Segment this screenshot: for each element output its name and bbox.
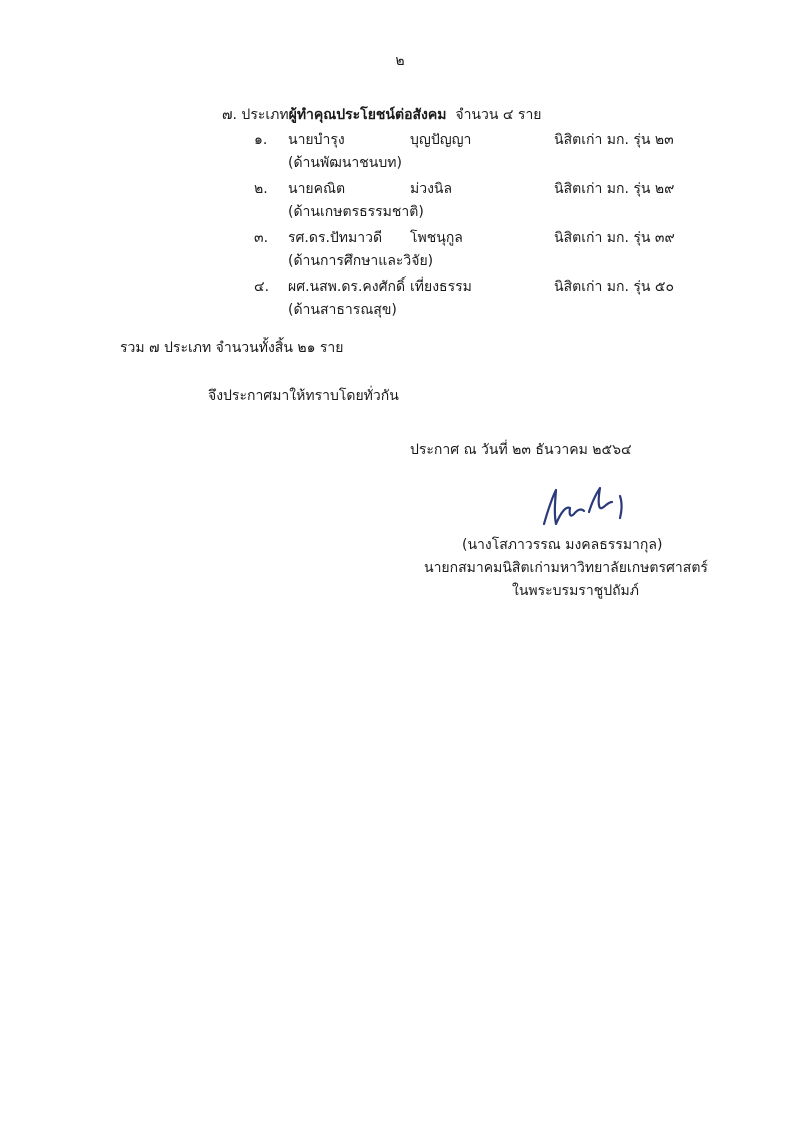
- category-heading: [222, 106, 542, 124]
- entry-name: นายคณิต: [288, 181, 346, 197]
- entry-surname: ม่วงนิล: [410, 181, 453, 197]
- entry-index: ๑.: [254, 132, 268, 148]
- page-number: ๒: [395, 53, 405, 69]
- entry-index: ๒.: [254, 181, 268, 197]
- entry-surname: บุญปัญญา: [410, 132, 472, 148]
- signer-title-line2: ในพระบรมราชูปถัมภ์: [512, 583, 640, 599]
- entry-alumni: นิสิตเก่า มก. รุ่น ๓๙: [554, 230, 675, 246]
- entry-surname: โพชนุกูล: [410, 230, 463, 246]
- entry-alumni: นิสิตเก่า มก. รุ่น ๒๙: [554, 181, 675, 197]
- entry-field: (ด้านพัฒนาชนบท): [288, 155, 402, 171]
- entry-alumni: นิสิตเก่า มก. รุ่น ๒๓: [554, 132, 674, 148]
- category-count: จำนวน ๔ ราย: [455, 107, 542, 123]
- category-name: ผู้ทำคุณประโยชน์ต่อสังคม: [288, 107, 447, 123]
- entry-name: รศ.ดร.ปัทมาวดี: [288, 230, 383, 246]
- total-summary: รวม ๗ ประเภท จำนวนทั้งสิ้น ๒๑ ราย: [120, 340, 344, 356]
- entry-index: ๔.: [254, 279, 270, 295]
- signer-name: (นางโสภาวรรณ มงคลธรรมากุล): [462, 537, 663, 553]
- entry-name: ผศ.นสพ.ดร.คงศักดิ์: [288, 279, 406, 295]
- announcement-date: ประกาศ ณ วันที่ ๒๓ ธันวาคม ๒๕๖๔: [410, 442, 632, 458]
- announcement-text: จึงประกาศมาให้ทราบโดยทั่วกัน: [208, 388, 399, 404]
- entry-field: (ด้านการศึกษาและวิจัย): [288, 253, 434, 269]
- entry-field: (ด้านสาธารณสุข): [288, 302, 397, 318]
- entry-index: ๓.: [254, 230, 269, 246]
- entry-surname: เที่ยงธรรม: [410, 279, 472, 295]
- signature-image: [534, 484, 634, 530]
- category-prefix: ๗. ประเภท: [222, 107, 289, 123]
- entry-field: (ด้านเกษตรธรรมชาติ): [288, 204, 424, 220]
- entry-alumni: นิสิตเก่า มก. รุ่น ๕๐: [554, 279, 675, 295]
- signer-title-line1: นายกสมาคมนิสิตเก่ามหาวิทยาลัยเกษตรศาสตร์: [424, 560, 708, 576]
- entry-name: นายบำรุง: [288, 132, 345, 148]
